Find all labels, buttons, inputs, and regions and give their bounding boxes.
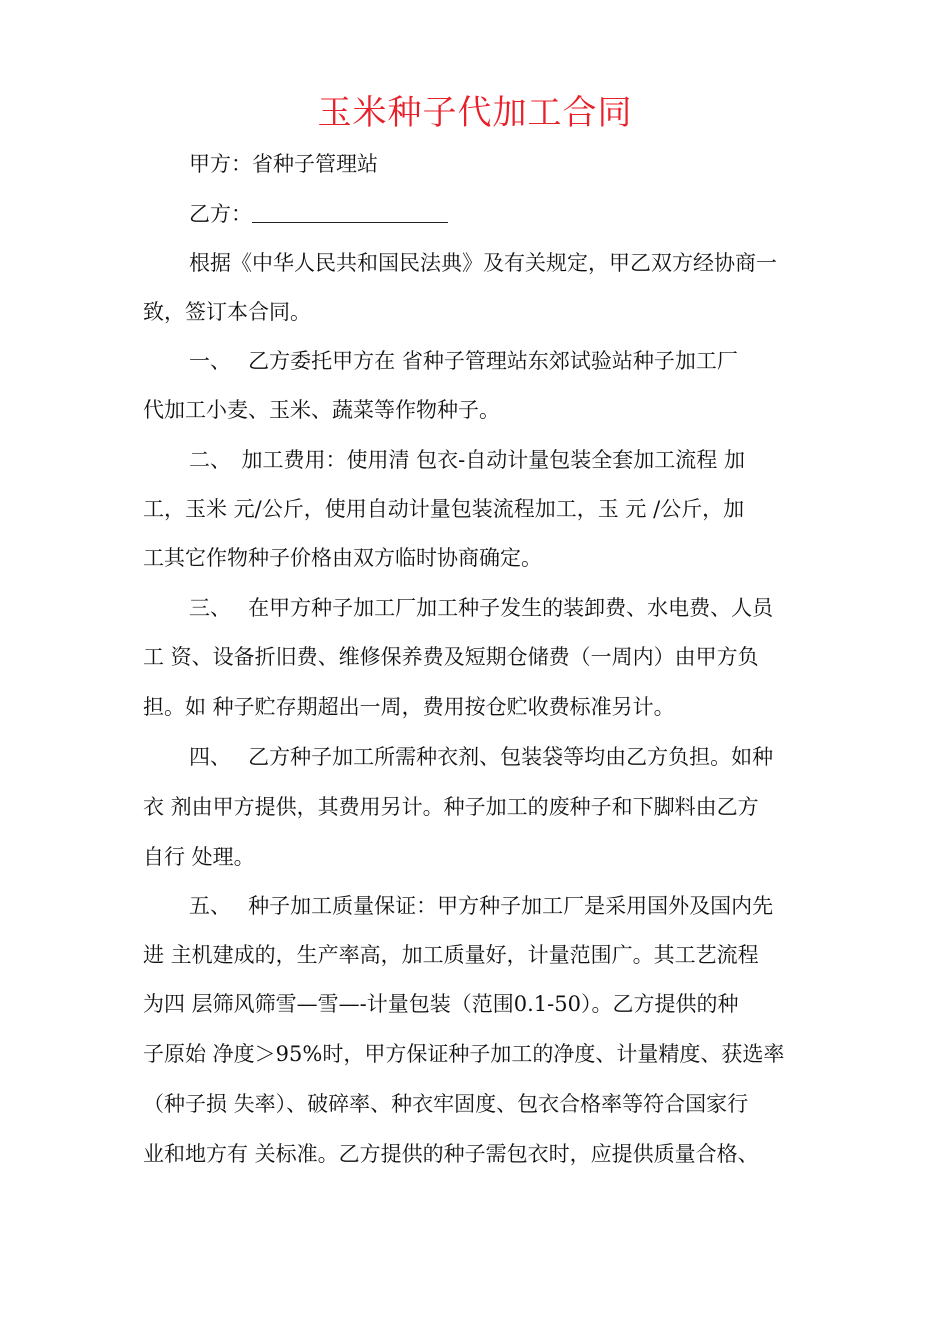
clause-3-line: 担。如 种子贮存期超出一周，费用按仓贮收费标准另计。 <box>143 695 675 719</box>
clause-5-line: （种子损 失率）、破碎率、种衣牢固度、包衣合格率等符合国家行 <box>143 1092 749 1116</box>
clause-4-line: 自行 处理。 <box>143 845 255 869</box>
party-b-blank <box>252 200 448 223</box>
document-title: 玉米种子代加工合同 <box>317 93 633 133</box>
clause-5-line: 业和地方有 关标准。乙方提供的种子需包衣时，应提供质量合格、 <box>143 1142 759 1166</box>
body-line: 根据《中华人民共和国民法典》及有关规定，甲乙双方经协商一 <box>189 251 777 275</box>
party-a-value: 省种子管理站 <box>252 152 378 176</box>
clause-3-line: 工 资、设备折旧费、维修保养费及短期仓储费（一周内）由甲方负 <box>143 645 759 669</box>
clause-1-line: 代加工小麦、玉米、蔬菜等作物种子。 <box>143 398 500 422</box>
clause-5-line: 为四 层筛风筛雪—雪—-计量包装（范围0.1-50）。乙方提供的种 <box>143 992 739 1016</box>
body-line: 致，签订本合同。 <box>143 300 311 324</box>
clause-2-line: 二、 加工费用：使用清 包衣-自动计量包装全套加工流程 加 <box>189 448 745 472</box>
clause-2-line: 工，玉米 元/公斤，使用自动计量包装流程加工，玉 元 /公斤，加 <box>143 497 745 521</box>
clause-4-line: 四、 乙方种子加工所需种衣剂、包装袋等均由乙方负担。如种 <box>189 745 774 769</box>
clause-3-line: 三、 在甲方种子加工厂加工种子发生的装卸费、水电费、人员 <box>189 596 774 620</box>
clause-5-line: 子原始 净度＞95%时，甲方保证种子加工的净度、计量精度、获选率 <box>143 1042 785 1066</box>
party-b-line <box>189 199 448 229</box>
party-b-label: 乙方： <box>189 202 252 226</box>
party-a-label: 甲方： <box>189 152 252 176</box>
party-a-line <box>189 149 378 179</box>
clause-5-line: 进 主机建成的，生产率高，加工质量好，计量范围广。其工艺流程 <box>143 943 759 967</box>
clause-5-line: 五、 种子加工质量保证：甲方种子加工厂是采用国外及国内先 <box>189 894 774 918</box>
clause-4-line: 衣 剂由甲方提供，其费用另计。种子加工的废种子和下脚料由乙方 <box>143 795 759 819</box>
clause-2-line: 工其它作物种子价格由双方临时协商确定。 <box>143 546 542 570</box>
clause-1-line: 一、 乙方委托甲方在 省种子管理站东郊试验站种子加工厂 <box>189 349 738 373</box>
